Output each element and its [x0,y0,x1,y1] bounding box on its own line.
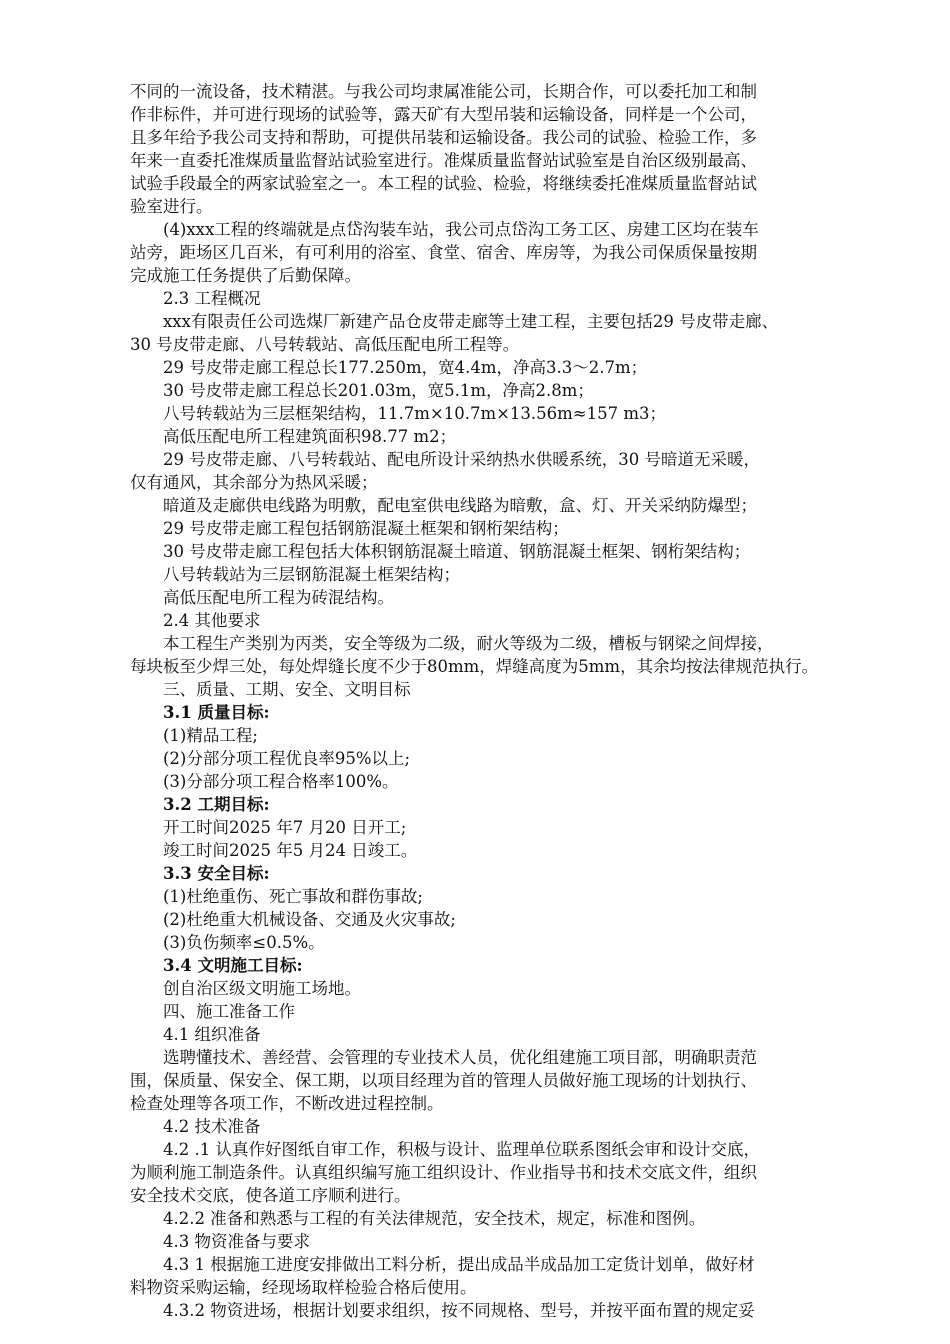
text-line: 验室进行。 [130,197,213,216]
text-line: 作非标件，并可进行现场的试验等，露天矿有大型吊装和运输设备，同样是一个公司， [130,105,757,124]
text-line: 29 号皮带走廊工程总长177.250m，宽4.4m，净高3.3～2.7m； [163,358,648,377]
paragraph-start: (4)xxx工程的终端就是点岱沟装车站，我公司点岱沟工务工区、房建工区均在装车 [163,220,759,239]
paragraph-start: 4.2 .1 认真作好图纸自审工作，积极与设计、监理单位联系图纸会审和设计交底， [163,1140,760,1159]
paragraph-start: 4.3.2 物资进场，根据计划要求组织，按不同规格、型号，并按平面布置的规定妥 [163,1301,755,1320]
text-line: 30 号皮带走廊工程包括大体积钢筋混凝土暗道、钢筋混凝土框架、钢桁架结构； [163,542,751,561]
list-item: (3)分部分项工程合格率100%。 [163,772,399,791]
chapter-heading: 三、质量、工期、安全、文明目标 [163,680,411,699]
section-heading: 4.3 物资准备与要求 [163,1232,310,1251]
text-line: 试验手段最全的两家试验室之一。本工程的试验、检验，将继续委托准煤质量监督站试 [130,174,757,193]
list-item: (1)精品工程; [163,726,258,745]
section-heading: 2.3 工程概况 [163,289,261,308]
text-line: 围，保质量、保安全、保工期，以项目经理为首的管理人员做好施工现场的计划执行、 [130,1071,757,1090]
text-line: 八号转载站为三层框架结构，11.7m×10.7m×13.56m≈157 m3； [163,404,667,423]
text-line: 暗道及走廊供电线路为明敷，配电室供电线路为暗敷，盒、灯、开关采纳防爆型； [163,496,757,515]
text-line: 每块板至少焊三处，每处焊缝长度不少于80mm，焊缝高度为5mm，其余均按法律规范执行。 [130,657,819,676]
text-line: 不同的一流设备，技术精湛。与我公司均隶属准能公司，长期合作，可以委托加工和制 [130,82,757,101]
text-line: 检查处理等各项工作，不断改进过程控制。 [130,1094,444,1113]
section-heading: 2.4 其他要求 [163,611,261,630]
section-heading: 4.1 组织准备 [163,1025,261,1044]
text-line: 站旁，距场区几百米，有可利用的浴室、食堂、宿舍、库房等，为我公司保质保量按期 [130,243,757,262]
paragraph-start: 4.3 1 根据施工进度安排做出工料分析，提出成品半成品加工定货计划单，做好材 [163,1255,755,1274]
paragraph-start: 29 号皮带走廊、八号转载站、配电所设计采纳热水供暖系统，30 号暗道无采暖， [163,450,760,469]
paragraph-start: 4.2.2 准备和熟悉与工程的有关法律规范，安全技术，规定，标准和图例。 [163,1209,706,1228]
list-item: (3)负伤频率≤0.5%。 [163,933,325,952]
text-line: 且多年给予我公司支持和帮助，可提供吊装和运输设备。我公司的试验、检验工作，多 [130,128,757,147]
section-heading: 4.2 技术准备 [163,1117,261,1136]
section-heading: 3.1 质量目标: [163,703,270,722]
text-line: 高低压配电所工程建筑面积98.77 m2； [163,427,457,446]
text-line: 仅有通风，其余部分为热风采暖； [130,473,378,492]
paragraph-start: 本工程生产类别为丙类，安全等级为二级，耐火等级为二级，槽板与钢梁之间焊接， [163,634,774,653]
list-item: (1)杜绝重伤、死亡事故和群伤事故; [163,887,423,906]
text-line: 创自治区级文明施工场地。 [163,979,361,998]
section-heading: 3.2 工期目标: [163,795,270,814]
section-heading: 3.4 文明施工目标: [163,956,303,975]
document-body [130,80,865,1322]
text-line: 竣工时间2025 年5 月24 日竣工。 [163,841,418,860]
paragraph-start: 选聘懂技术、善经营、会管理的专业技术人员，优化组建施工项目部，明确职责范 [163,1048,757,1067]
chapter-heading: 四、施工准备工作 [163,1002,295,1021]
paragraph-start: xxx有限责任公司选煤厂新建产品仓皮带走廊等土建工程，主要包括29 号皮带走廊、 [163,312,779,331]
text-line: 安全技术交底，使各道工序顺利进行。 [130,1186,411,1205]
text-line: 高低压配电所工程为砖混结构。 [163,588,394,607]
text-line: 完成施工任务提供了后勤保障。 [130,266,361,285]
section-heading: 3.3 安全目标: [163,864,270,883]
text-line: 开工时间2025 年7 月20 日开工; [163,818,407,837]
text-line: 30 号皮带走廊、八号转载站、高低压配电所工程等。 [130,335,520,354]
list-item: (2)杜绝重大机械设备、交通及火灾事故; [163,910,456,929]
list-item: (2)分部分项工程优良率95%以上; [163,749,411,768]
text-line: 年来一直委托准煤质量监督站试验室进行。准煤质量监督站试验室是自治区级别最高、 [130,151,757,170]
text-line: 30 号皮带走廊工程总长201.03m，宽5.1m，净高2.8m； [163,381,594,400]
text-line: 料物资采购运输，经现场取样检验合格后使用。 [130,1278,477,1297]
text-line: 八号转载站为三层钢筋混凝土框架结构； [163,565,460,584]
text-line: 29 号皮带走廊工程包括钢筋混凝土框架和钢桁架结构； [163,519,569,538]
text-line: 为顺利施工制造条件。认真组织编写施工组织设计、作业指导书和技术交底文件，组织 [130,1163,757,1182]
